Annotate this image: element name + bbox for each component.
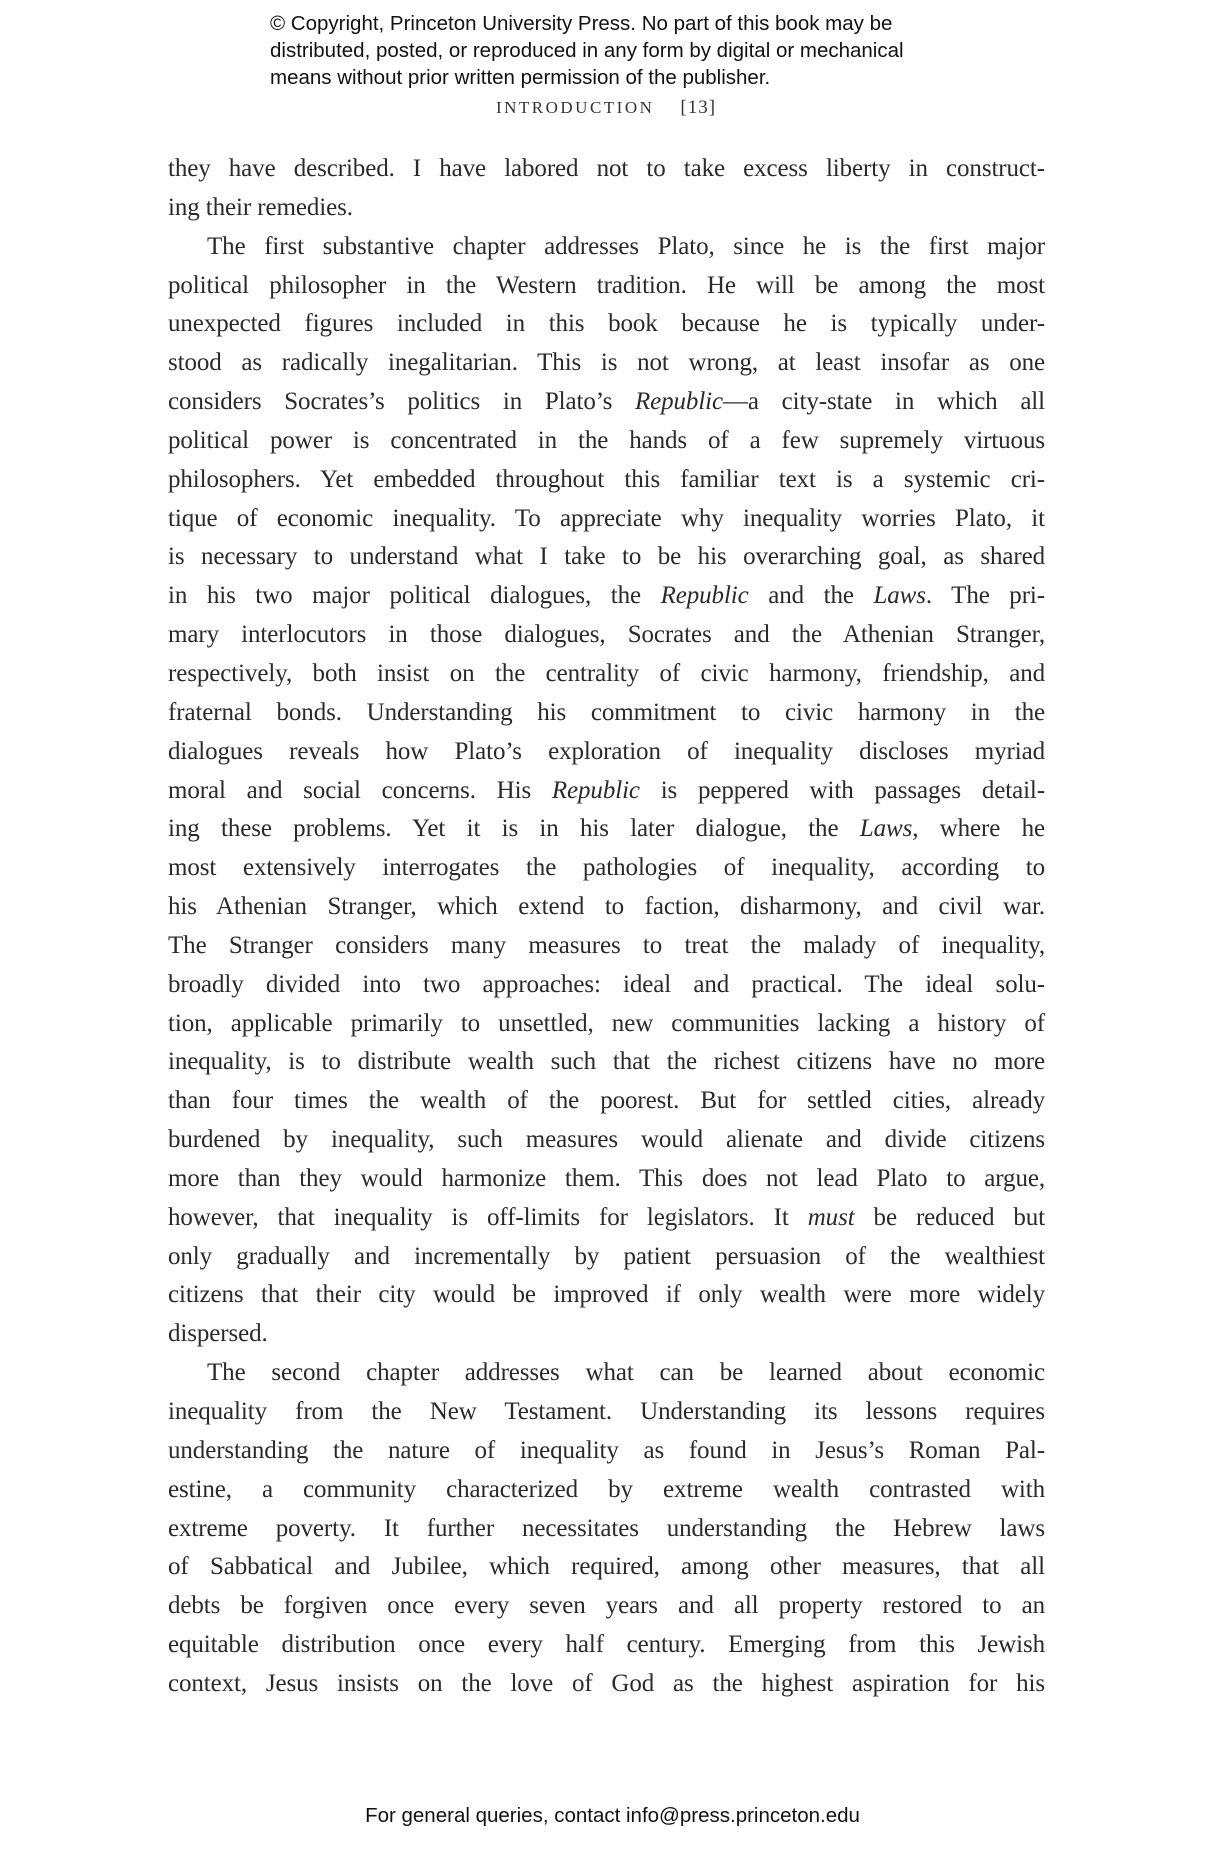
italic-title: Republic — [634, 388, 724, 416]
text-line: citizens that their city would be improved if only wealth were more widely — [168, 1281, 1045, 1309]
paragraph — [168, 1354, 1045, 1704]
text-line: they have described. I have labored not to take excess liberty in construct- — [168, 155, 1045, 182]
text-line: ing these problems. Yet it is in his later dialogue, the Laws, where he — [168, 815, 1045, 843]
italic-title: Laws — [873, 582, 926, 610]
text-line: of Sabbatical and Jubilee, which required, among other measures, that all — [168, 1553, 1045, 1581]
text-line: his Athenian Stranger, which extend to faction, disharmony, and civil war. — [168, 893, 1045, 921]
text-line: extreme poverty. It further necessitates understanding the Hebrew laws — [168, 1514, 1045, 1542]
text-line: stood as radically inegalitarian. This is not wrong, at least insofar as one — [168, 349, 1045, 377]
running-head — [0, 97, 1212, 119]
text-line: than four times the wealth of the poorest. But for settled cities, already — [168, 1087, 1045, 1115]
text-line: political power is concentrated in the hands of a few supremely virtuous — [168, 426, 1045, 454]
text-line: only gradually and incrementally by patient persuasion of the wealthiest — [168, 1242, 1045, 1270]
text-line: estine, a community characterized by extreme wealth contrasted with — [168, 1475, 1045, 1503]
text-line: The first substantive chapter addresses Plato, since he is the first major — [207, 232, 1045, 260]
text-line: dialogues reveals how Plato’s exploration of inequality discloses myriad — [168, 737, 1045, 765]
text-line: however, that inequality is off-limits for legislators. It must be reduced but — [168, 1203, 1045, 1231]
footer-contact: For general queries, contact info@press.princeton.edu — [365, 1804, 860, 1827]
body-text — [168, 150, 1045, 1704]
italic-title: Republic — [660, 582, 749, 610]
text-line: political philosopher in the Western tradition. He will be among the most — [168, 271, 1045, 299]
text-line: tique of economic inequality. To appreciate why inequality worries Plato, it — [168, 504, 1045, 532]
paragraph — [168, 150, 1045, 228]
italic-title: Republic — [551, 776, 640, 804]
text-line: tion, applicable primarily to unsettled, new communities lacking a history of — [168, 1009, 1045, 1037]
paragraph — [168, 228, 1045, 1354]
page-number: [13] — [680, 97, 717, 118]
text-line: The Stranger considers many measures to treat the malady of inequality, — [168, 931, 1045, 959]
copyright-line: distributed, posted, or reproduced in any form by digital or mechanical — [270, 39, 904, 62]
text-line: broadly divided into two approaches: ideal and practical. The ideal solu- — [168, 970, 1045, 998]
text-line: unexpected figures included in this book because he is typically under- — [168, 310, 1045, 338]
text-line: The second chapter addresses what can be learned about economic — [207, 1359, 1045, 1387]
copyright-line: means without prior written permission of the publisher. — [270, 66, 771, 89]
text-line: debts be forgiven once every seven years and all property restored to an — [168, 1592, 1045, 1620]
text-line: philosophers. Yet embedded throughout this familiar text is a systemic cri- — [168, 465, 1045, 493]
italic-title: Laws — [859, 815, 913, 843]
text-line: in his two major political dialogues, the Republic and the Laws. The pri- — [168, 582, 1045, 610]
text-line: context, Jesus insists on the love of God as the highest aspiration for his — [168, 1669, 1045, 1697]
text-line: dispersed. — [168, 1320, 268, 1348]
text-line: inequality from the New Testament. Understanding its lessons requires — [168, 1398, 1045, 1425]
italic-title: must — [807, 1203, 855, 1231]
text-line: respectively, both insist on the centrality of civic harmony, friendship, and — [168, 659, 1045, 687]
section-title: INTRODUCTION — [495, 98, 655, 117]
text-line: ing their remedies. — [168, 193, 353, 221]
copyright-line: © Copyright, Princeton University Press. No part of this book may be — [270, 12, 893, 35]
text-line: more than they would harmonize them. This does not lead Plato to argue, — [168, 1164, 1045, 1192]
text-line: most extensively interrogates the pathologies of inequality, according to — [168, 854, 1045, 882]
text-line: fraternal bonds. Understanding his commitment to civic harmony in the — [168, 698, 1045, 726]
text-line: is necessary to understand what I take to be his overarching goal, as shared — [168, 543, 1045, 571]
text-line: moral and social concerns. His Republic is peppered with passages detail- — [168, 776, 1045, 804]
text-line: inequality, is to distribute wealth such that the richest citizens have no more — [168, 1048, 1045, 1076]
text-line: mary interlocutors in those dialogues, Socrates and the Athenian Stranger, — [168, 621, 1045, 649]
text-line: burdened by inequality, such measures would alienate and divide citizens — [168, 1126, 1045, 1154]
text-line: considers Socrates’s politics in Plato’s Republic—a city-state in which all — [168, 388, 1046, 416]
text-line: equitable distribution once every half century. Emerging from this Jewish — [168, 1631, 1045, 1659]
text-line: understanding the nature of inequality as found in Jesus’s Roman Pal- — [168, 1436, 1045, 1464]
copyright-notice — [270, 10, 904, 91]
